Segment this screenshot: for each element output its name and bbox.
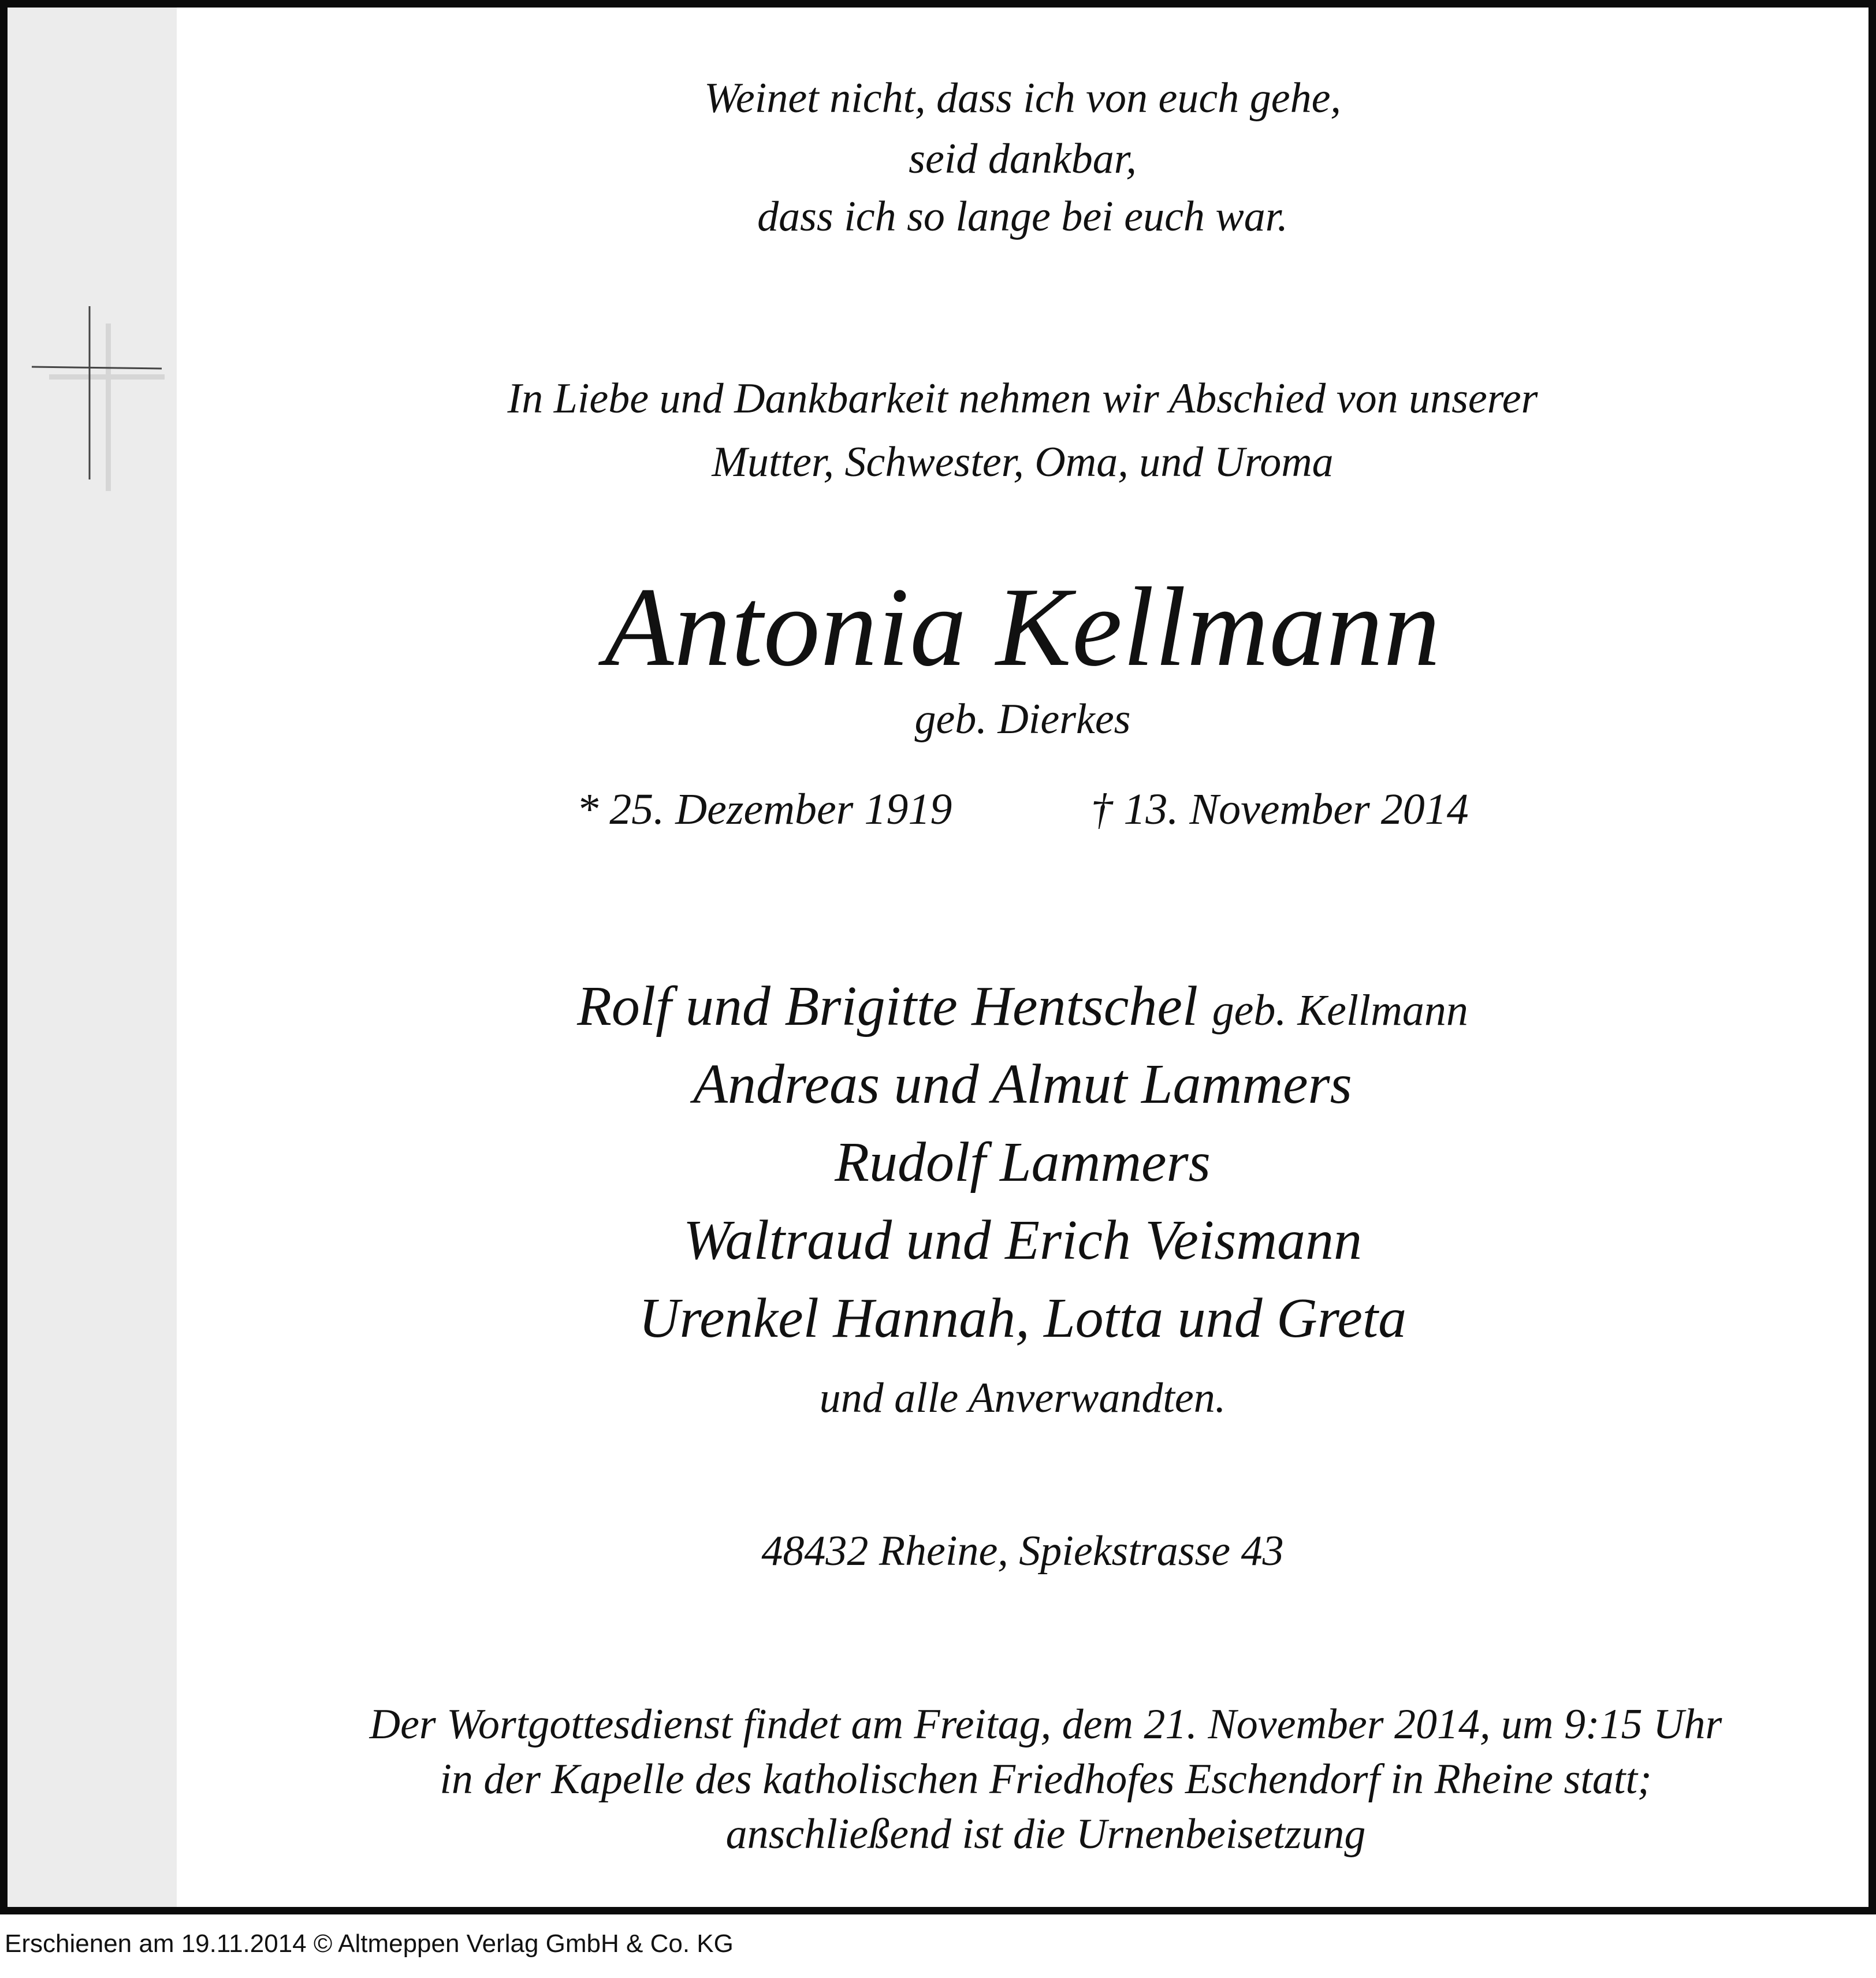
mourner-line-3: Rudolf Lammers [835,1131,1211,1194]
publication-footer: Erschienen am 19.11.2014 © Altmeppen Verlag GmbH & Co. KG [5,1929,734,1958]
mourner-maiden-name: geb. Kellmann [1212,986,1468,1035]
deceased-name: Antonia Kellmann [604,564,1441,690]
maiden-name: geb. Dierkes [914,696,1131,743]
birth-date: * 25. Dezember 1919 [576,785,952,834]
service-line-2: in der Kapelle des katholischen Friedhofes Eschendorf in Rheine statt; [440,1756,1652,1803]
death-date: † 13. November 2014 [1090,785,1469,834]
mourner-line-1 [177,975,1868,1038]
mourner-line-2: Andreas und Almut Lammers [693,1053,1352,1116]
service-line-1: Der Wortgottesdienst findet am Freitag, dem 21. November 2014, um 9:15 Uhr [369,1701,1722,1748]
address: 48432 Rheine, Spiekstrasse 43 [761,1527,1284,1575]
life-dates [177,785,1868,834]
intro-line-1: In Liebe und Dankbarkeit nehmen wir Abschied von unserer [507,375,1538,422]
notice-content [177,8,1868,1907]
verse-line-3: dass ich so lange bei euch war. [757,193,1288,240]
verse-line-1: Weinet nicht, dass ich von euch gehe, [704,75,1341,122]
mourner-closing: und alle Anverwandten. [819,1374,1226,1422]
mourner-line-5: Urenkel Hannah, Lotta und Greta [638,1287,1407,1349]
service-line-3: anschließend ist die Urnenbeisetzung [725,1810,1366,1858]
verse-line-2: seid dankbar, [909,135,1137,183]
mourner-name: Rolf und Brigitte Hentschel [577,975,1198,1038]
mourner-line-4: Waltraud und Erich Veismann [683,1209,1363,1271]
intro-line-2: Mutter, Schwester, Oma, und Uroma [712,438,1334,486]
side-strip [8,8,177,1907]
cross-icon [32,306,170,497]
